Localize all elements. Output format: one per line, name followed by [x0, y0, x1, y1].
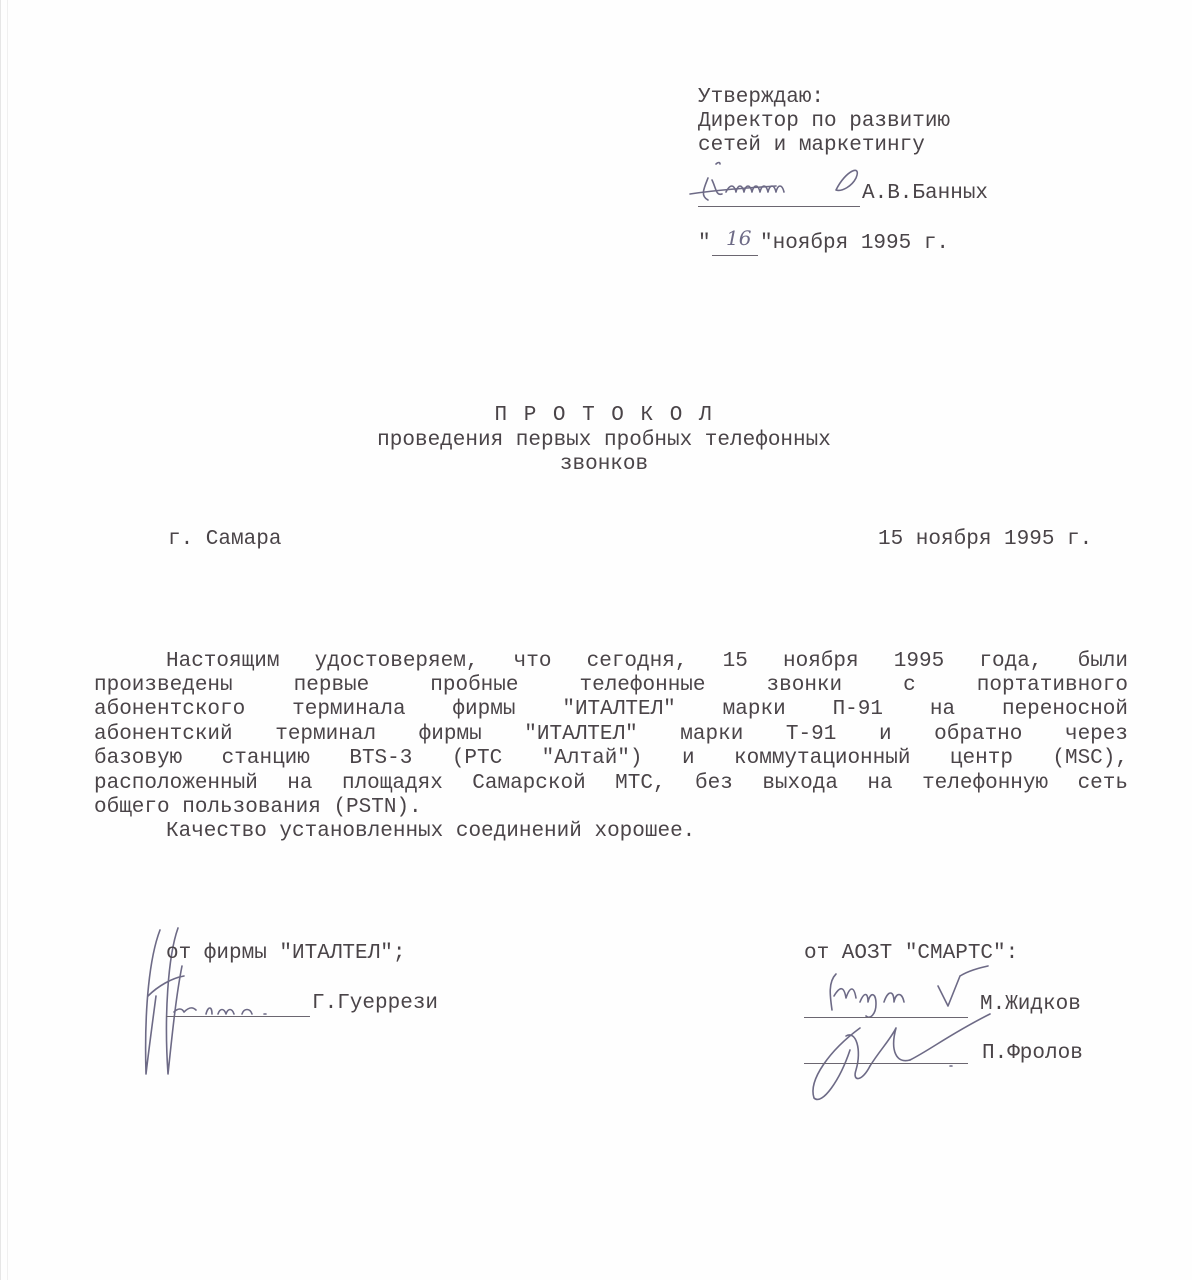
italtel-signatory-name: Г.Гуеррези [312, 992, 439, 1015]
body-quality-statement: Качество установленных соединений хорошее. [166, 820, 696, 843]
frolov-signature-line [804, 1063, 968, 1064]
approval-date-open-quote: " [698, 232, 711, 255]
smarts-org-label: от АОЗТ "СМАРТС": [804, 942, 1019, 965]
frolov-name: П.Фролов [982, 1042, 1083, 1065]
document-title: П Р О Т О К О Л [494, 404, 714, 427]
body-line: расположенный на площадях Самарской МТС, без выхода на телефонную сеть [94, 772, 1128, 795]
director-signature-line [698, 206, 860, 207]
italtel-org-label: от фирмы "ИТАЛТЕЛ"; [166, 942, 406, 965]
document-date: 15 ноября 1995 г. [878, 528, 1093, 551]
document-city: г. Самара [168, 528, 282, 551]
scan-page-edge [0, 0, 8, 1280]
italtel-signature-line [166, 1016, 310, 1017]
zhidkov-name: М.Жидков [980, 993, 1081, 1016]
body-line: общего пользования (PSTN). [94, 796, 422, 819]
body-line: абонентский терминал фирмы "ИТАЛТЕЛ" марки Т-91 и обратно через [94, 723, 1128, 746]
approval-date-line [712, 255, 758, 256]
director-name: А.В.Банных [862, 182, 989, 205]
director-signature-icon [686, 160, 866, 210]
document-subtitle-line2: звонков [559, 453, 649, 476]
approval-heading: Утверждаю: [698, 86, 825, 109]
body-line: Настоящим удостоверяем, что сегодня, 15 ноября 1995 года, были [166, 650, 1128, 673]
body-line: произведены первые пробные телефонные звонки с портативного [94, 674, 1128, 697]
italtel-signature-icon [170, 1000, 280, 1020]
approval-position-line1: Директор по развитию [698, 110, 951, 133]
body-line: базовую станцию BTS-3 (РТС "Алтай") и коммутационный центр (MSC), [94, 747, 1128, 770]
frolov-signature-icon [800, 1010, 1000, 1106]
body-line: абонентского терминала фирмы "ИТАЛТЕЛ" марки П-91 на переносной [94, 698, 1128, 721]
approval-position-line2: сетей и маркетингу [698, 134, 925, 157]
document-subtitle-line1: проведения первых пробных телефонных [377, 429, 831, 452]
approval-date-rest: "ноября 1995 г. [760, 232, 950, 255]
approval-date-day: 16 [726, 226, 752, 250]
